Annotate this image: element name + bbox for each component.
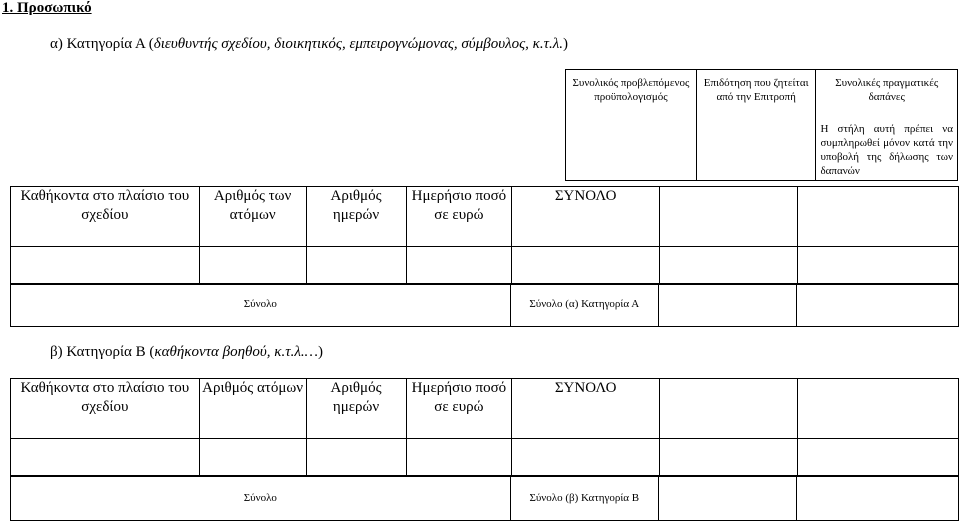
budget-col-actual-title: Συνολικές πραγματικές δαπάνες [835,77,939,103]
table-b-header-persons: Αριθμός ατόμων [199,379,306,439]
table-b-total-actual[interactable] [796,477,958,521]
category-b-suffix: ) [317,344,323,360]
table-b-actual-cell [797,379,958,439]
table-a-actual-cell [797,187,958,247]
table-b-data-total[interactable] [512,439,660,476]
table-a-totals [10,284,959,327]
table-b-total-sum: Σύνολο (β) Κατηγορία Β [510,477,658,521]
table-b-header-days: Αριθμός ημερών [306,379,406,439]
table-b-header-total: ΣΥΝΟΛΟ [512,379,660,439]
table-b-header-daily-amount: Ημερήσιο ποσό σε ευρώ [406,379,512,439]
table-a-header-days: Αριθμός ημερών [306,187,406,247]
budget-col-actual-note: Η στήλη αυτή πρέπει να συμπληρωθεί μόνον κατά την υποβολή της δήλωσης των δαπανών [820,123,953,177]
table-a-data-daily-amount[interactable] [406,247,512,284]
section-title: 1. Προσωπικό [2,0,92,16]
table-a-data-duties[interactable] [11,247,200,284]
table-b-header-duties: Καθήκοντα στο πλαίσιο του σχεδίου [11,379,200,439]
table-b-totals [10,476,959,521]
table-b-data-duties[interactable] [11,439,200,476]
budget-header-table [565,69,958,181]
category-b-heading [50,344,323,361]
category-a-italic: διευθυντής σχεδίου, διοικητικός, εμπειρογνώμονας, σύμβουλος, κ.τ.λ. [153,36,563,52]
table-b-total-grant[interactable] [658,477,796,521]
table-a-grant-cell [660,187,798,247]
table-b-data-grant[interactable] [660,439,798,476]
table-b-data-days[interactable] [306,439,406,476]
table-a-data-actual[interactable] [797,247,958,284]
table-b-data-persons[interactable] [199,439,306,476]
table-b-data-daily-amount[interactable] [406,439,512,476]
table-a-data-grant[interactable] [660,247,798,284]
table-a-total-label: Σύνολο [11,285,511,327]
table-b-total-label: Σύνολο [11,477,511,521]
budget-col-grant: Επιδότηση που ζητείται από την Επιτροπή [696,70,816,181]
table-a-header-persons: Αριθμός των ατόμων [199,187,306,247]
category-a-prefix: α) Κατηγορία Α ( [50,36,154,52]
table-b-data-actual[interactable] [797,439,958,476]
category-b-prefix: β) Κατηγορία Β ( [50,344,155,360]
table-b-grant-cell [660,379,798,439]
table-a-header-daily-amount: Ημερήσιο ποσό σε ευρώ [406,187,512,247]
category-a-heading [50,36,568,53]
table-category-a [10,186,959,284]
budget-col-total: Συνολικός προβλεπόμενος προϋπολογισμός [566,70,697,181]
table-a-total-sum: Σύνολο (α) Κατηγορία Α [510,285,658,327]
table-a-total-actual[interactable] [796,285,958,327]
table-a-data-persons[interactable] [199,247,306,284]
table-a-data-days[interactable] [306,247,406,284]
table-category-b [10,378,959,476]
table-a-header-duties: Καθήκοντα στο πλαίσιο του σχεδίου [11,187,200,247]
budget-col-actual [816,70,958,181]
table-a-data-total[interactable] [512,247,660,284]
category-a-suffix: ) [562,36,568,52]
category-b-italic: καθήκοντα βοηθού, κ.τ.λ.… [154,344,318,360]
table-a-total-grant[interactable] [658,285,796,327]
table-a-header-total: ΣΥΝΟΛΟ [512,187,660,247]
